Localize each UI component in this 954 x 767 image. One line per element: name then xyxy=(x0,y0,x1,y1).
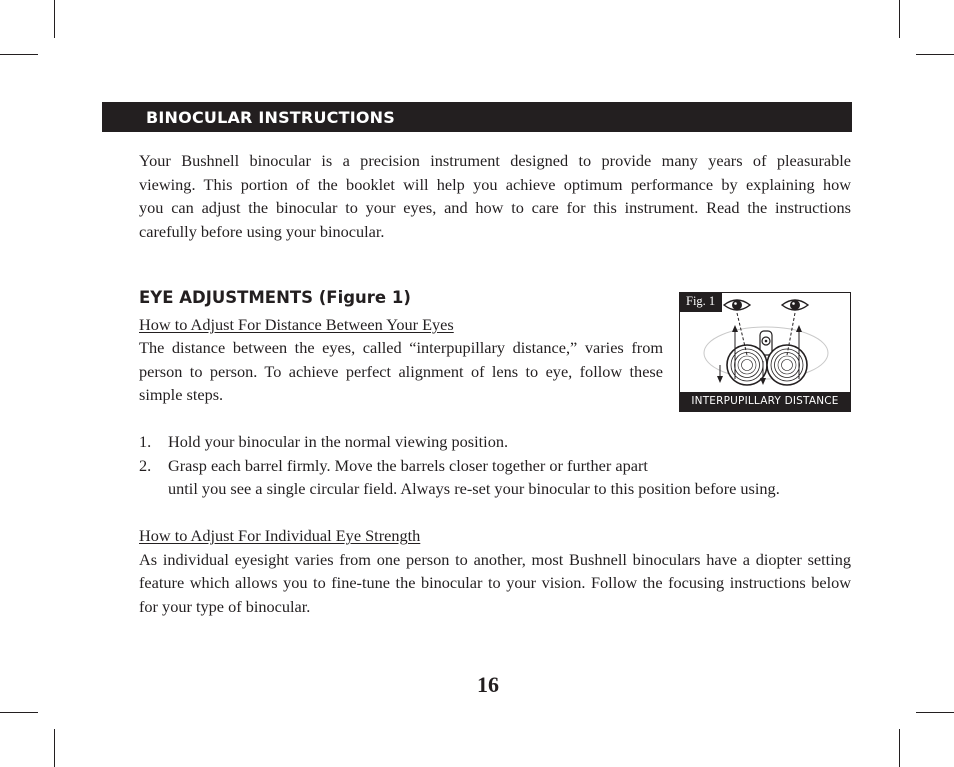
figure-label: Fig. 1 xyxy=(680,293,722,312)
page-number: 16 xyxy=(477,672,499,697)
step-number: 2. xyxy=(139,456,152,475)
crop-mark xyxy=(54,0,55,38)
eye-body-line: simple steps. xyxy=(139,385,224,404)
intro-line: Your Bushnell binocular is a precision instrument designed to provide many years of pleasurable xyxy=(139,151,851,170)
interpupillary-subheading: How to Adjust For Distance Between Your Eyes xyxy=(139,315,454,334)
eye-strength-line: feature which allows you to fine-tune the binocular to your vision. Follow the focusing instructions below xyxy=(139,573,851,592)
eye-body-line: person to person. To achieve perfect alignment of lens to eye, follow these xyxy=(139,362,663,381)
crop-mark xyxy=(0,54,38,55)
crop-mark xyxy=(916,712,954,713)
intro-line: carefully before using your binocular. xyxy=(139,221,385,241)
section-header-title: BINOCULAR INSTRUCTIONS xyxy=(146,108,395,127)
right-eyepiece-icon xyxy=(767,345,807,385)
crop-mark xyxy=(899,729,900,767)
crop-mark xyxy=(916,54,954,55)
intro-line: you can adjust the binocular to your eyes, and how to care for this instrument. Read the instructions xyxy=(139,198,851,217)
eye-strength-line: for your type of binocular. xyxy=(139,597,311,616)
crop-mark xyxy=(54,729,55,767)
step-text: Grasp each barrel firmly. Move the barrels closer together or further apart xyxy=(168,456,648,475)
section-header-bar xyxy=(102,102,852,132)
step-number: 1. xyxy=(139,432,152,451)
figure-caption: INTERPUPILLARY DISTANCE xyxy=(680,392,850,411)
figure-1-interpupillary xyxy=(679,292,851,412)
right-eye-icon xyxy=(782,300,808,310)
intro-paragraph xyxy=(139,149,851,243)
intro-line: viewing. This portion of the booklet will help you achieve optimum performance by explaining how xyxy=(139,174,851,194)
eye-strength-line: As individual eyesight varies from one person to another, most Bushnell binoculars have a diopter setting xyxy=(139,550,851,569)
step-text: Hold your binocular in the normal viewing position. xyxy=(168,432,509,451)
crop-mark xyxy=(0,712,38,713)
left-eye-icon xyxy=(724,300,750,310)
eye-strength-subheading: How to Adjust For Individual Eye Strength xyxy=(139,526,421,545)
eye-body-line: The distance between the eyes, called “interpupillary distance,” varies from xyxy=(139,338,663,357)
step-text-continuation: until you see a single circular field. Always re-set your binocular to this position before using. xyxy=(168,479,780,498)
crop-mark xyxy=(899,0,900,38)
eye-adjustments-heading: EYE ADJUSTMENTS (Figure 1) xyxy=(139,288,411,307)
